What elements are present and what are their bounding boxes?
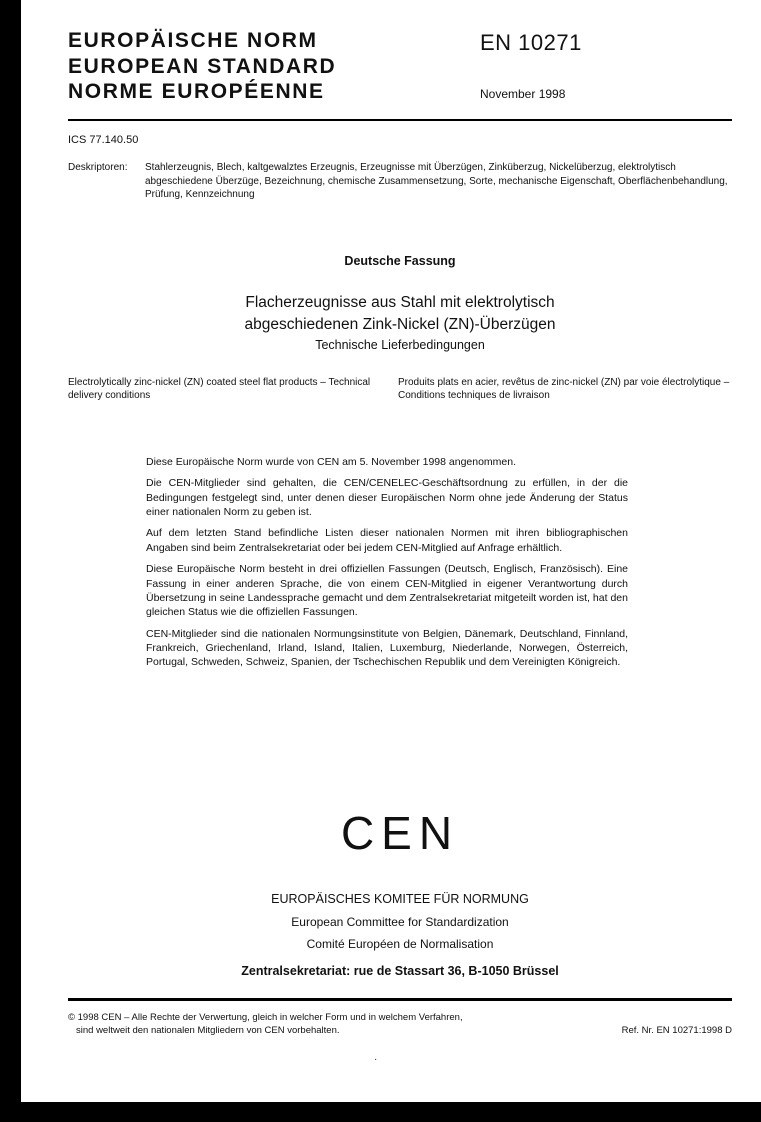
paragraph-adoption: Diese Europäische Norm wurde von CEN am 5. November 1998 angenommen. — [146, 455, 517, 468]
copyright-notice — [68, 1012, 602, 1038]
publication-date: November 1998 — [480, 87, 566, 101]
standard-number-block — [480, 28, 732, 105]
document-title-en: Electrolytically zinc-nickel (ZN) coated steel flat products – Technical delivery conditions — [68, 376, 371, 402]
paragraph-lists: Auf dem letzten Stand befindliche Listen dieser nationalen Normen mit ihren bibliographischen Angaben sind beim Zentralsekretariat oder bei jedem CEN-Mitglied auf Anfrage erhältlich. — [146, 527, 628, 554]
scan-artifact-bottom-bar — [0, 1102, 761, 1122]
committee-name-de: EUROPÄISCHES KOMITEE FÜR NORMUNG — [271, 891, 529, 906]
descriptors-text: Stahlerzeugnis, Blech, kaltgewalztes Erzeugnis, Erzeugnisse mit Überzügen, Zinküberzug, Nickelüberzug, elektrolytisch abgeschiedene Überzüge, Bezeichnung, chemische Zusammensetzung, Sorte, mechanische Eigenschaft, Oberflächenbehandlung, Prüfung, Kennzeichnung — [145, 161, 728, 201]
scan-artifact-left-bar — [0, 0, 21, 1122]
document-header — [68, 28, 732, 105]
paragraph-member-states: CEN-Mitglieder sind die nationalen Normungsinstitute von Belgien, Dänemark, Deutschland, Finnland, Frankreich, Griechenland, Irland, Island, Italien, Luxemburg, Niederlande, Norwegen, Österreich, Portugal, Schweden, Schweiz, Spanien, der Tschechischen Republik und dem Vereinigten Königreich. — [146, 627, 628, 669]
document-title-de — [68, 292, 732, 335]
committee-name-fr: Comité Européen de Normalisation — [306, 936, 494, 951]
foreword-paragraphs — [146, 455, 628, 670]
page-content — [68, 0, 732, 1037]
reference-number: Ref. Nr. EN 10271:1998 D — [621, 1024, 732, 1036]
language-version-label: Deutsche Fassung — [344, 254, 456, 269]
paragraph-members-obligation: Die CEN-Mitglieder sind gehalten, die CEN/CENELEC-Geschäftsordnung zu erfüllen, in der die Bedingungen festgelegt sind, unter denen dieser Europäischen Norm ohne jede Änderung der Status einer nationalen Norm zu geben ist. — [146, 477, 628, 519]
standard-title-fr: NORME EUROPÉENNE — [68, 80, 325, 104]
header-divider — [68, 119, 732, 121]
copyright-line2: sind weltweit den nationalen Mitgliedern von CEN vorbehalten. — [76, 1024, 340, 1036]
paragraph-versions: Diese Europäische Norm besteht in drei offiziellen Fassungen (Deutsch, Englisch, Französisch). Eine Fassung in einer anderen Sprache, die von einem CEN-Mitglied in eigener Verantwortung durch Übersetzung in seine Landessprache gemacht und dem Zentralsekretariat mitgeteilt worden ist, hat den gleichen Status wie die offiziellen Fassungen. — [146, 563, 628, 619]
standard-title-en: EUROPEAN STANDARD — [68, 54, 337, 78]
footer-divider — [68, 998, 732, 1001]
bilingual-titles — [68, 376, 732, 403]
document-subtitle-de: Technische Lieferbedingungen — [315, 337, 485, 352]
descriptors-block — [68, 161, 732, 202]
document-title-de-line1: Flacherzeugnisse aus Stahl mit elektrolytisch — [245, 294, 555, 312]
standard-title-block — [68, 28, 336, 105]
committee-name-en: European Committee for Standardization — [291, 914, 509, 929]
secretariat-address: Zentralsekretariat: rue de Stassart 36, B-1050 Brüssel — [241, 963, 559, 978]
scan-artifact-dot: · — [374, 1054, 378, 1065]
page-footer — [68, 1012, 732, 1038]
copyright-line1: © 1998 CEN – Alle Rechte der Verwertung, gleich in welcher Form und in welchem Verfahren, — [68, 1011, 463, 1023]
document-title-fr: Produits plats en acier, revêtus de zinc-nickel (ZN) par voie électrolytique – Conditions techniques de livraison — [398, 376, 730, 402]
ics-code: ICS 77.140.50 — [68, 133, 139, 146]
document-title-de-line2: abgeschiedenen Zink-Nickel (ZN)-Überzügen — [244, 315, 556, 333]
standard-number: EN 10271 — [480, 30, 582, 55]
descriptors-label: Deskriptoren: — [68, 161, 128, 173]
cen-logo: CEN — [340, 806, 460, 859]
standard-title-de: EUROPÄISCHE NORM — [68, 29, 318, 52]
